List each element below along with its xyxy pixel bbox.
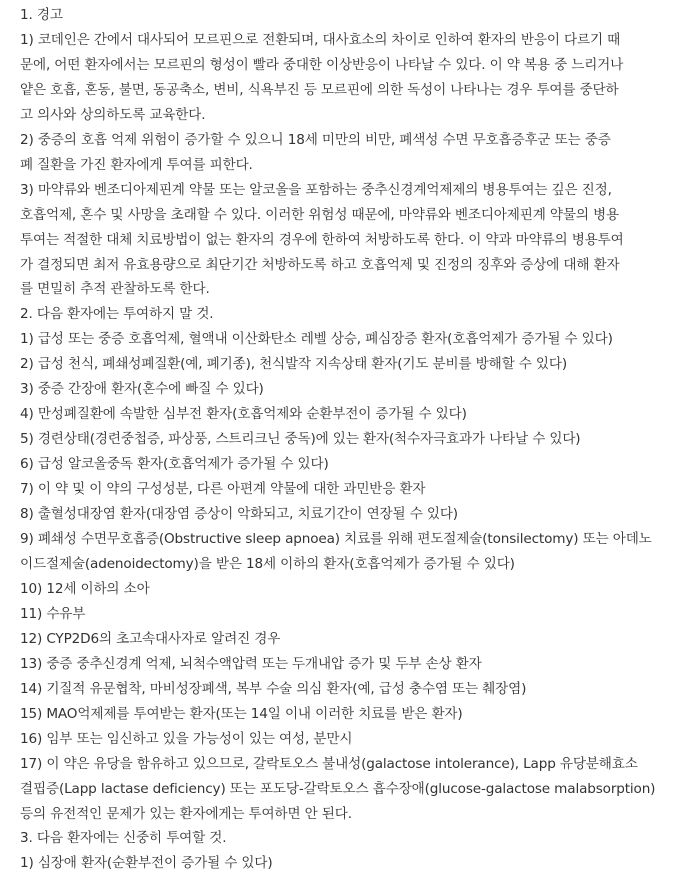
text-line: 등의 유전적인 문제가 있는 환자에게는 투여하면 안 된다.: [20, 805, 352, 822]
text-line: 3) 중증 간장애 환자(혼수에 빠질 수 있다): [20, 381, 264, 398]
text-line: 9) 폐쇄성 수면무호흡증(Obstructive sleep apnoea) 치료를 위해 편도절제술(tonsilectomy) 또는 아데노: [20, 531, 652, 548]
text-line: 3) 마약류와 벤조디아제핀계 약물 또는 알코올을 포함하는 중추신경계억제제의 병용투여는 깊은 진정,: [20, 181, 612, 198]
text-line: 13) 중증 중추신경계 억제, 뇌척수액압력 또는 두개내압 증가 및 두부 손상 환자: [20, 655, 482, 672]
text-line: 를 면밀히 추적 관찰하도록 한다.: [20, 281, 210, 298]
text-line: 8) 출혈성대장염 환자(대장염 증상이 악화되고, 치료기간이 연장될 수 있다): [20, 506, 458, 523]
text-line: 1) 심장애 환자(순환부전이 증가될 수 있다): [20, 855, 273, 872]
text-line: 2. 다음 환자에는 투여하지 말 것.: [20, 306, 214, 323]
text-line: 1) 코데인은 간에서 대사되어 모르핀으로 전환되며, 대사효소의 차이로 인하여 환자의 반응이 다르기 때: [20, 31, 621, 48]
text-line: 14) 기질적 유문협착, 마비성장폐색, 복부 수술 의심 환자(예, 급성 충수염 또는 췌장염): [20, 680, 527, 697]
text-line: 가 결정되면 최저 유효용량으로 최단기간 처방하도록 하고 호흡억제 및 진정의 징후와 증상에 대해 환자: [20, 256, 620, 273]
text-line: 1) 급성 또는 중증 호흡억제, 혈액내 이산화탄소 레벨 상승, 폐심장증 환자(호흡억제가 증가될 수 있다): [20, 331, 613, 348]
text-line: 4) 만성폐질환에 속발한 심부전 환자(호흡억제와 순환부전이 증가될 수 있다): [20, 406, 467, 423]
text-line: 문에, 어떤 환자에서는 모르핀의 형성이 빨라 중대한 이상반응이 나타날 수 있다. 이 약 복용 중 느리거나: [20, 56, 624, 73]
text-line: 1. 경고: [20, 7, 63, 23]
text-line: 이드절제술(adenoidectomy)을 받은 18세 이하의 환자(호흡억제가 증가될 수 있다): [20, 555, 515, 572]
text-line: 15) MAO억제제를 투여받는 환자(또는 14일 이내 이러한 치료를 받은 환자): [20, 705, 463, 722]
text-line: 2) 중증의 호흡 억제 위험이 증가할 수 있으니 18세 미만의 비만, 폐색성 수면 무호흡증후군 또는 중증: [20, 131, 611, 148]
text-line: 호흡억제, 혼수 및 사망을 초래할 수 있다. 이러한 위험성 때문에, 마약류와 벤조디아제핀계 약물의 병용: [20, 206, 619, 223]
text-line: 2) 급성 천식, 폐쇄성폐질환(예, 폐기종), 천식발작 지속상태 환자(기도 분비를 방해할 수 있다): [20, 356, 568, 373]
text-line: 16) 임부 또는 임신하고 있을 가능성이 있는 여성, 분만시: [20, 730, 353, 747]
text-line: 7) 이 약 및 이 약의 구성성분, 다른 아편계 약물에 대한 과민반응 환자: [20, 481, 426, 498]
text-line: 얕은 호흡, 혼동, 불면, 동공축소, 변비, 식욕부진 등 모르핀에 의한 독성이 나타나는 경우 투여를 중단하: [20, 81, 619, 98]
text-line: 5) 경련상태(경련중첩증, 파상풍, 스트리크닌 중독)에 있는 환자(척수자극효과가 나타날 수 있다): [20, 431, 581, 448]
text-line: 11) 수유부: [20, 605, 86, 622]
text-line: 3. 다음 환자에는 신중히 투여할 것.: [20, 830, 227, 847]
text-line: 10) 12세 이하의 소아: [20, 580, 150, 597]
text-line: 결핍증(Lapp lactase deficiency) 또는 포도당-갈락토오스 흡수장애(glucose-galactose malabsorption): [20, 780, 656, 797]
text-line: 폐 질환을 가진 환자에게 투여를 피한다.: [20, 156, 253, 173]
text-line: 6) 급성 알코올중독 환자(호흡억제가 증가될 수 있다): [20, 456, 329, 473]
text-line: 고 의사와 상의하도록 교육한다.: [20, 106, 206, 123]
text-line: 17) 이 약은 유당을 함유하고 있으므로, 갈락토오스 불내성(galactose intolerance), Lapp 유당분해효소: [20, 755, 638, 772]
text-line: 투여는 적절한 대체 치료방법이 없는 환자의 경우에 한하여 처방하도록 한다. 이 약과 마약류의 병용투여: [20, 231, 624, 248]
text-line: 12) CYP2D6의 초고속대사자로 알려진 경우: [20, 630, 281, 647]
